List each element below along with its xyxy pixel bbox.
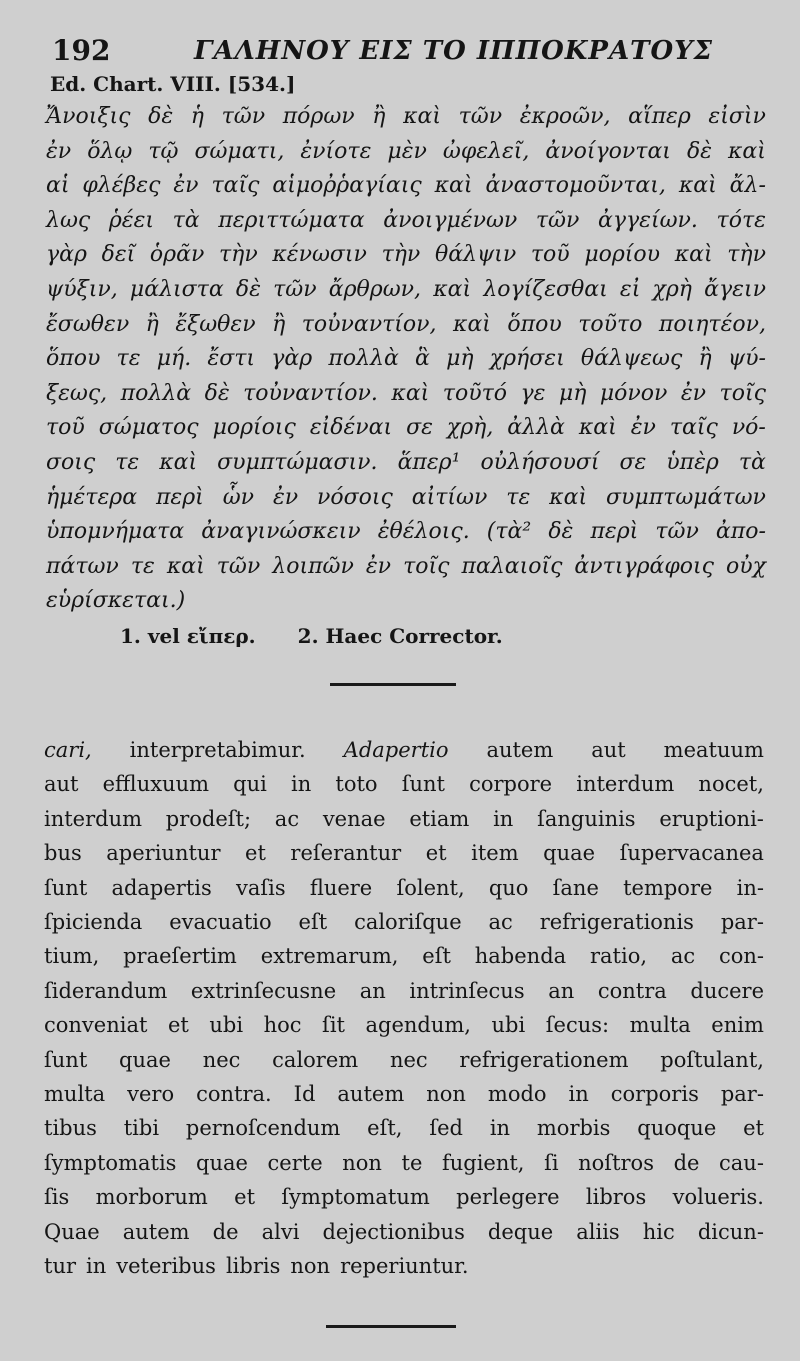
latin-line-8: ſiderandum extrinſecusne an intrinſecus an contra ducere [44, 978, 764, 1003]
latin-line-9: conveniat et ubi hoc ſit agendum, ubi ſecus: multa enim [44, 1013, 764, 1038]
latin-text-block [44, 733, 764, 1284]
section-divider [330, 683, 456, 686]
greek-line-4: λως ῥέει τὰ περιττώματα ἀνοιγμένων τῶν ἀγγείων. τότε [46, 207, 766, 233]
greek-line-3: αἱ φλέβες ἐν ταῖς αἱμοῤῥαγίαις καὶ ἀναστομοῦνται, καὶ ἄλ- [46, 173, 766, 199]
latin-line-7: tium, praeſertim extremarum, eſt habenda ratio, ac con- [44, 944, 764, 969]
greek-line-11: σοις τε καὶ συμπτώμασιν. ἅπερ¹ οὐλήσουσί σε ὑπὲρ τὰ [46, 449, 766, 475]
running-title: ΓΑΛΗΝΟΥ ΕΙΣ ΤΟ ΙΠΠΟΚΡΑΤΟΥΣ [194, 36, 714, 66]
latin-line-12: tibus tibi pernoſcendum eſt, ſed in morbis quoque et [44, 1116, 764, 1141]
footnotes [120, 624, 545, 648]
greek-line-12: ἡμέτερα περὶ ὧν ἐν νόσοις αἰτίων τε καὶ συμπτωμάτων [46, 484, 766, 510]
page-number: 192 [52, 34, 111, 67]
footnote-1: 1. vel εἴπερ. [120, 624, 256, 648]
page-end-divider [326, 1325, 456, 1328]
greek-line-8: ὅπου τε μή. ἔστι γὰρ πολλὰ ἃ μὴ χρήσει θάλψεως ἢ ψύ- [46, 346, 766, 372]
greek-line-15: εὑρίσκεται.) [46, 588, 186, 614]
greek-line-10: τοῦ σώματος μορίοις εἰδέναι σε χρὴ, ἀλλὰ καὶ ἐν ταῖς νό- [46, 415, 766, 441]
greek-line-7: ἔσωθεν ἢ ἔξωθεν ἢ τοὐναντίον, καὶ ὅπου τοῦτο ποιητέον, [46, 311, 766, 337]
latin-line-13: ſymptomatis quae certe non te fugient, ſi noſtros de cau- [44, 1150, 764, 1175]
latin-line-15: Quae autem de alvi dejectionibus deque aliis hic dicun- [44, 1219, 764, 1244]
latin-line-3: interdum prodeſt; ac venae etiam in ſanguinis eruptioni- [44, 806, 764, 831]
greek-text-block [46, 100, 766, 619]
edition-reference: Ed. Chart. VIII. [534.] [50, 72, 296, 96]
latin-line-4: bus aperiuntur et reſerantur et item quae ſupervacanea [44, 841, 764, 866]
latin-line-1: cari, interpretabimur. Adapertio autem aut meatuum [44, 738, 764, 762]
greek-line-2: ἐν ὅλῳ τῷ σώματι, ἐνίοτε μὲν ὠφελεῖ, ἀνοίγονται δὲ καὶ [46, 138, 766, 164]
latin-line-11: multa vero contra. Id autem non modo in corporis par- [44, 1082, 764, 1107]
greek-line-1: Ἄνοιξις δὲ ἡ τῶν πόρων ἢ καὶ τῶν ἐκροῶν, αἵπερ εἰσὶν [46, 104, 766, 129]
latin-line-6: ſpicienda evacuatio eſt caloriſque ac refrigerationis par- [44, 910, 764, 935]
latin-line-14: ſis morborum et ſymptomatum perlegere libros volueris. [44, 1185, 764, 1210]
latin-line-10: ſunt quae nec calorem nec refrigerationem poſtulant, [44, 1047, 764, 1072]
greek-line-9: ξεως, πολλὰ δὲ τοὐναντίον. καὶ τοῦτό γε μὴ μόνον ἐν τοῖς [46, 380, 766, 406]
latin-line-16: tur in veteribus libris non reperiuntur. [44, 1254, 469, 1279]
greek-line-5: γὰρ δεῖ ὁρᾶν τὴν κένωσιν τὴν θάλψιν τοῦ μορίου καὶ τὴν [46, 242, 766, 268]
greek-line-13: ὑπομνήματα ἀναγινώσκειν ἐθέλοις. (τὰ² δὲ περὶ τῶν ἀπο- [46, 519, 766, 545]
latin-line-2: aut effluxuum qui in toto ſunt corpore interdum nocet, [44, 772, 764, 797]
page-header [44, 34, 764, 74]
greek-line-6: ψύξιν, μάλιστα δὲ τῶν ἄρθρων, καὶ λογίζεσθαι εἰ χρὴ ἄγειν [46, 276, 766, 302]
footnote-2: 2. Haec Corrector. [297, 624, 503, 648]
latin-line-5: ſunt adapertis vaſis fluere ſolent, quo ſane tempore in- [44, 875, 764, 900]
greek-line-14: πάτων τε καὶ τῶν λοιπῶν ἐν τοῖς παλαιοῖς ἀντιγράφοις οὐχ [46, 553, 766, 579]
